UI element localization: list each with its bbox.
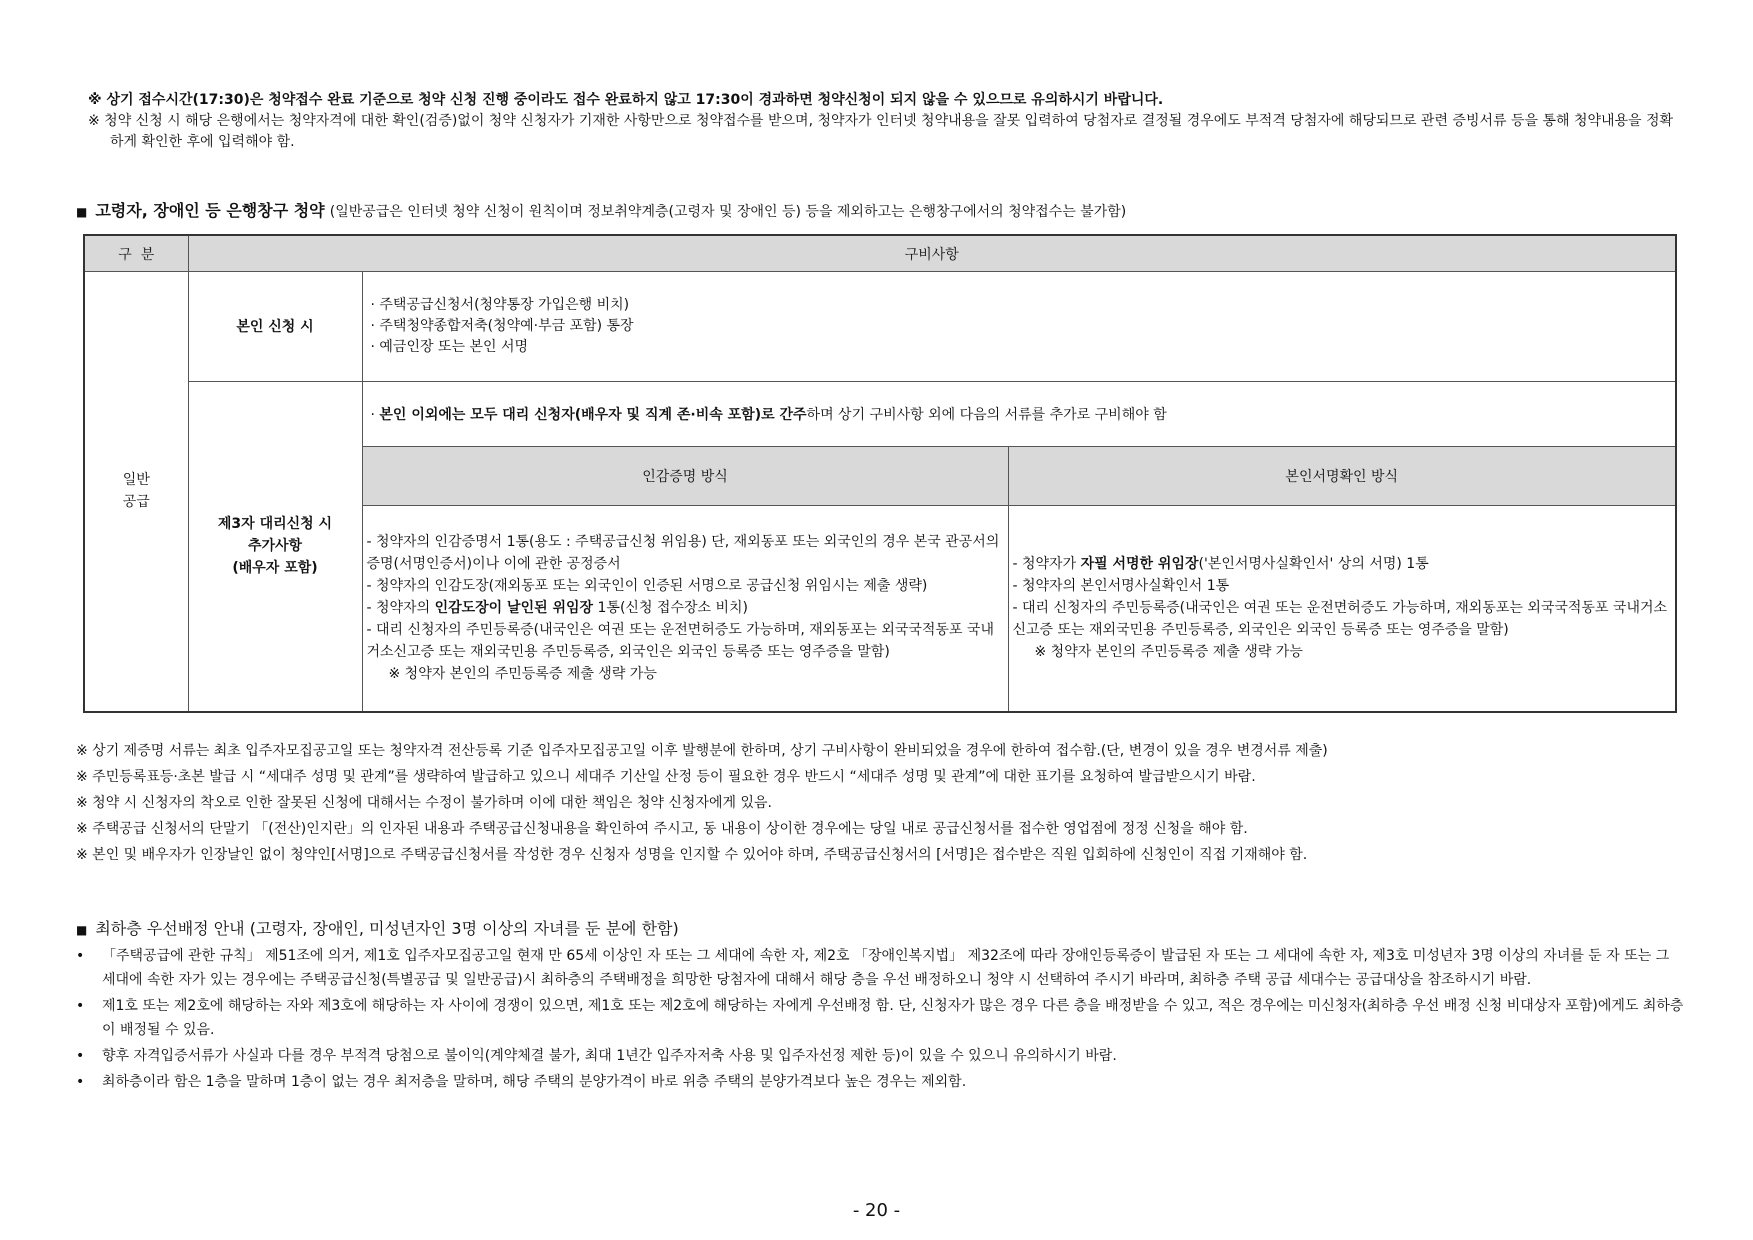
group-general-supply: 일반 공급: [84, 272, 188, 712]
proxy-intro-bold: 본인 이외에는 모두 대리 신청자(배우자 및 직계 존·비속 포함)로 간주: [379, 407, 807, 423]
square-bullet-icon: ■: [76, 923, 88, 937]
note-deadline: ※ 상기 접수시간(17:30)은 청약접수 완료 기준으로 청약 신청 진행 중이라도 접수 완료하지 않고 17:30이 경과하면 청약신청이 되지 않을 수 있으므로 유의하시기 바랍니다.: [88, 92, 1164, 108]
section-heading-lowest-floor: [76, 916, 679, 939]
table-footnotes: [76, 740, 1696, 870]
section-note: (일반공급은 인터넷 청약 신청이 원칙이며 정보취약계층(고령자 및 장애인 등) 등을 제외하고는 은행창구에서의 청약접수는 불가함): [329, 204, 1127, 220]
list-item: · 주택공급신청서(청약통장 가입은행 비치): [370, 297, 630, 313]
requirements-table: [83, 234, 1677, 713]
list-item-note: ※ 청약자 본인의 주민등록증 제출 생략 가능: [1034, 644, 1303, 661]
square-bullet-icon: ■: [76, 205, 88, 219]
method-seal-header: 인감증명 방식: [362, 447, 1008, 506]
section-title: 최하층 우선배정 안내 (고령자, 장애인, 미성년자인 3명 이상의 자녀를 둔 분에 한함): [95, 919, 679, 938]
bullet-dot-icon: •: [76, 1048, 85, 1064]
list-item-note: ※ 청약자 본인의 주민등록증 제출 생략 가능: [388, 666, 657, 683]
row-label-self: 본인 신청 시: [188, 272, 362, 382]
list-item: • 「주택공급에 관한 규칙」 제51조에 의거, 제1호 입주자모집공고일 현재 만 65세 이상인 자 또는 그 세대에 속한 자, 제2호 「장애인복지법」 제32조에 따라 장애인등록증이 발급된 자 또는 그 세대에 속한 자, 제3호 미성년자 3명 이상의 자녀를 둔 자 또는 그 세대에 속한 자가 있는 경우에는 주택공급신청(특별공급 및 일반공급)시 최하층의 주택배정을 희망한 당첨자에 대해서 해당 층을 우선 배정하오니 청약 시 선택하여 주시기 바라며, 최하층 주택 공급 세대수는 공급대상을 참조하시기 바람.: [76, 944, 1686, 992]
proxy-intro-prefix: ·: [370, 407, 380, 423]
footnote: ※ 주민등록표등·초본 발급 시 “세대주 성명 및 관계”를 생략하여 발급하고 있으니 세대주 기산일 산정 등이 필요한 경우 반드시 “세대주 성명 및 관계”에 대한 표기를 요청하여 발급받으시기 바람.: [76, 769, 1256, 785]
list-item: · 주택청약종합저축(청약예·부금 포함) 통장: [370, 318, 634, 334]
list-item: • 제1호 또는 제2호에 해당하는 자와 제3호에 해당하는 자 사이에 경쟁이 있으면, 제1호 또는 제2호에 해당하는 자에게 우선배정 함. 단, 신청자가 많은 경우 다른 층을 배정받을 수 있고, 적은 경우에는 미신청자(최하층 우선 배정 신청 비대상자 포함)에게도 최하층이 배정될 수 있음.: [76, 994, 1686, 1042]
list-item: - 청약자의 인감도장이 날인된 위임장 1통(신청 접수장소 비치): [366, 600, 748, 617]
bullet-dot-icon: •: [76, 948, 85, 964]
row-label-proxy: 제3자 대리신청 시 추가사항 (배우자 포함): [188, 382, 362, 712]
header-category: 구 분: [84, 235, 188, 272]
signature-method-details: [1008, 506, 1676, 712]
footnote: ※ 본인 및 배우자가 인장날인 없이 청약인[서명]으로 주택공급신청서를 작성한 경우 신청자 성명을 인지할 수 있어야 하며, 주택공급신청서의 [서명]은 접수받은 직원 입회하에 신청인이 직접 기재해야 함.: [76, 847, 1308, 863]
proxy-intro: [362, 382, 1676, 447]
list-item: • 최하층이라 함은 1층을 말하며 1층이 없는 경우 최저층을 말하며, 해당 주택의 분양가격이 바로 위층 주택의 분양가격보다 높은 경우는 제외함.: [76, 1070, 1686, 1094]
list-item: - 청약자의 본인서명사실확인서 1통: [1012, 578, 1230, 595]
page-number: - 20 -: [852, 1200, 901, 1221]
list-item: - 대리 신청자의 주민등록증(내국인은 여권 또는 운전면허증도 가능하며, 재외동포는 외국국적동포 국내거소신고증 또는 재외국민용 주민등록증, 외국인은 외국인 등록증 또는 영주증을 말함): [366, 622, 994, 661]
proxy-intro-rest: 하며 상기 구비사항 외에 다음의 서류를 추가로 구비해야 함: [806, 407, 1167, 423]
list-item: - 청약자의 인감도장(재외동포 또는 외국인이 인증된 서명으로 공급신청 위임시는 제출 생략): [366, 578, 928, 595]
list-item: - 청약자가 자필 서명한 위임장('본인서명사실확인서' 상의 서명) 1통: [1012, 556, 1429, 573]
seal-method-details: [362, 506, 1008, 712]
header-requirements: 구비사항: [188, 235, 1676, 272]
method-signature-header: 본인서명확인 방식: [1008, 447, 1676, 506]
section-heading-bank-counter: [76, 198, 1696, 221]
list-item: - 청약자의 인감증명서 1통(용도 : 주택공급신청 위임용) 단, 재외동포 또는 외국인의 경우 본국 관공서의 증명(서명인증서)이나 이에 관한 공정증서: [366, 534, 1000, 573]
footnote: ※ 청약 시 신청자의 착오로 인한 잘못된 신청에 대해서는 수정이 불가하며 이에 대한 책임은 청약 신청자에게 있음.: [76, 795, 772, 811]
footnote: ※ 주택공급 신청서의 단말기 「(전산)인지란」의 인자된 내용과 주택공급신청내용을 확인하여 주시고, 동 내용이 상이한 경우에는 당일 내로 공급신청서를 접수한 영업점에 정정 신청을 해야 함.: [76, 821, 1248, 837]
section-title: 고령자, 장애인 등 은행창구 청약: [95, 201, 325, 220]
bullet-dot-icon: •: [76, 998, 85, 1014]
footnote: ※ 상기 제증명 서류는 최초 입주자모집공고일 또는 청약자격 전산등록 기준 입주자모집공고일 이후 발행분에 한하며, 상기 구비사항이 완비되었을 경우에 한하여 접수함.(단, 변경이 있을 경우 변경서류 제출): [76, 743, 1328, 759]
list-item: · 예금인장 또는 본인 서명: [370, 339, 528, 355]
list-item: • 향후 자격입증서류가 사실과 다를 경우 부적격 당첨으로 불이익(계약체결 불가, 최대 1년간 입주자저축 사용 및 입주자선정 제한 등)이 있을 수 있으니 유의하시기 바람.: [76, 1044, 1686, 1068]
lowest-floor-bullets: [76, 944, 1686, 1096]
list-item: - 대리 신청자의 주민등록증(내국인은 여권 또는 운전면허증도 가능하며, 재외동포는 외국국적동포 국내거소신고증 또는 재외국민용 주민등록증, 외국인은 외국인 등록증 또는 영주증을 말함): [1012, 600, 1668, 639]
top-notes: [88, 90, 1678, 153]
note-verification: ※ 청약 신청 시 해당 은행에서는 청약자격에 대한 확인(검증)없이 청약 신청자가 기재한 사항만으로 청약접수를 받으며, 청약자가 인터넷 청약내용을 잘못 입력하여 당첨자로 결정될 경우에도 부적격 당첨자에 해당되므로 관련 증빙서류 등을 통해 청약내용을 정확하게 확인한 후에 입력해야 함.: [88, 113, 1674, 150]
bullet-dot-icon: •: [76, 1074, 85, 1090]
self-requirements-list: [362, 272, 1676, 382]
